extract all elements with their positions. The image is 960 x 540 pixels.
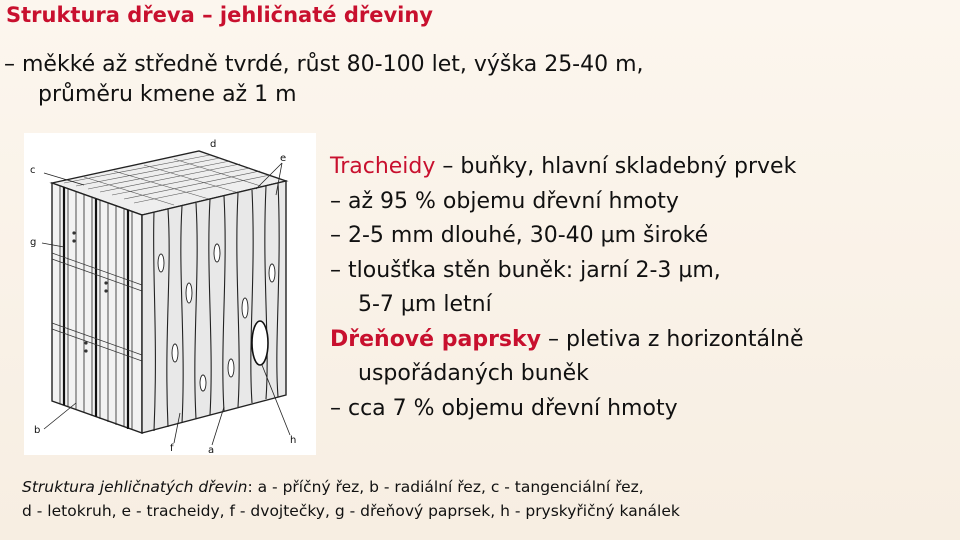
slide-title: Struktura dřeva – jehličnaté dřeviny <box>6 3 433 27</box>
term-tracheidy: Tracheidy <box>330 154 436 179</box>
bullet-item: – 2-5 mm dlouhé, 30-40 µm široké <box>330 223 709 248</box>
caption-italic-title: Struktura jehličnatých dřevin <box>22 478 248 496</box>
caption-line-1-text: : a - příčný řez, b - radiální řez, c - tangenciální řez, <box>247 478 644 496</box>
paprsky-description: – pletiva z horizontálně <box>541 326 804 352</box>
figure-label-f: f <box>170 443 174 454</box>
figure-label-a: a <box>208 445 215 455</box>
intro-line-2: průměru kmene až 1 m <box>38 82 297 107</box>
bullet-paprsky <box>330 323 958 358</box>
figure-label-h: h <box>290 435 297 446</box>
bullet-tracheidy <box>330 150 958 185</box>
caption-line-1 <box>22 475 952 499</box>
bullet-item: – tloušťka stěn buněk: jarní 2-3 µm, <box>330 257 721 283</box>
figure-label-e: e <box>280 153 287 164</box>
bullet-list <box>330 150 958 426</box>
bullet-continuation: 5-7 µm letní <box>358 292 492 317</box>
bullet-item: – až 95 % objemu dřevní hmoty <box>330 188 679 214</box>
tracheidy-description: – buňky, hlavní skladebný prvek <box>435 154 797 179</box>
intro-text <box>4 50 944 110</box>
bullet-continuation: uspořádaných buněk <box>358 361 589 386</box>
figure-label-b: b <box>34 425 41 436</box>
figure-label-g: g <box>30 237 37 248</box>
bullet-item: – cca 7 % objemu dřevní hmoty <box>330 395 678 421</box>
wood-structure-figure <box>24 133 316 455</box>
figure-caption <box>22 475 952 523</box>
caption-line-2: d - letokruh, e - tracheidy, f - dvojtečky, g - dřeňový paprsek, h - pryskyřičný kanálek <box>22 502 680 520</box>
intro-line-1: – měkké až středně tvrdé, růst 80-100 let, výška 25-40 m, <box>4 52 644 77</box>
figure-label-d: d <box>210 139 217 150</box>
term-drenove-paprsky: Dřeňové paprsky <box>330 326 541 352</box>
figure-label-c: c <box>30 165 36 176</box>
wood-structure-drawing <box>24 133 316 455</box>
